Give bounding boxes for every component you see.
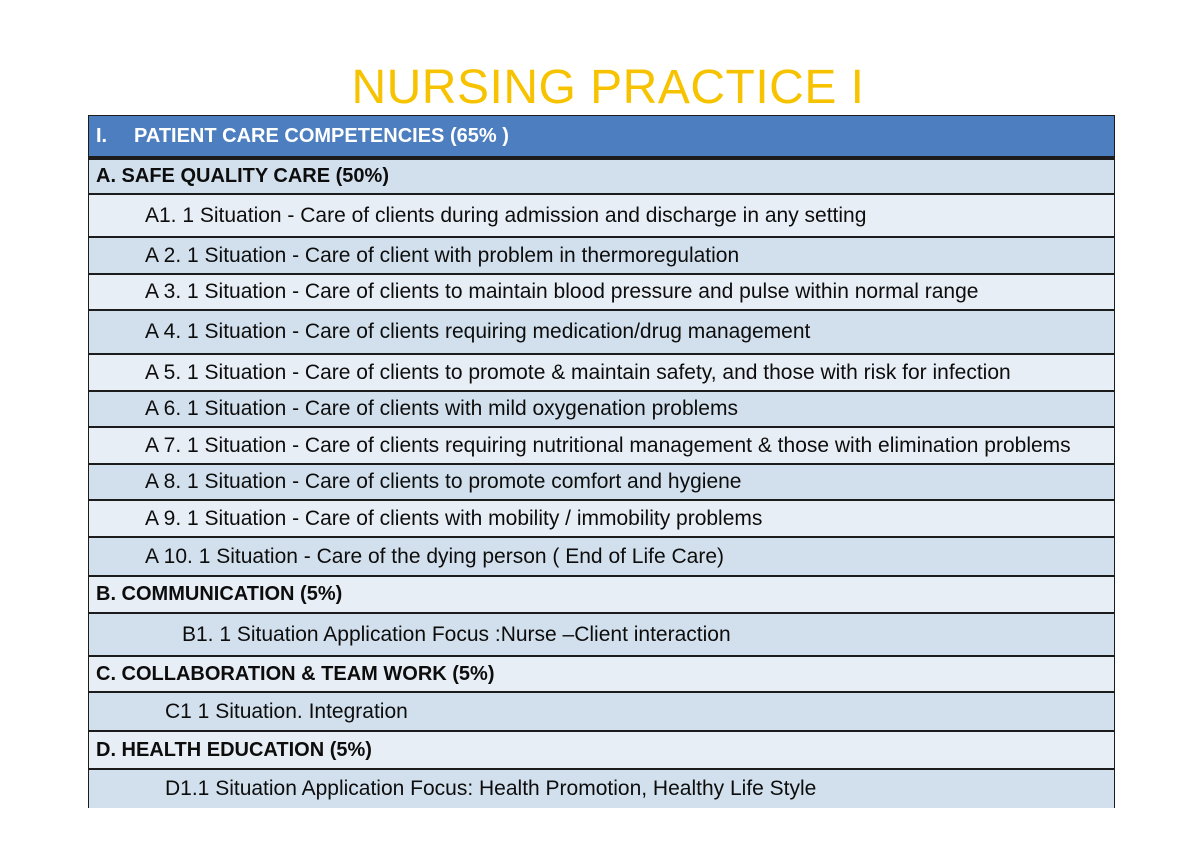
list-item-a7: A 7. 1 Situation - Care of clients requiring nutritional management & those with elimination problems xyxy=(89,428,1114,465)
page-title: NURSING PRACTICE I xyxy=(351,61,865,114)
section-a-header: A. SAFE QUALITY CARE (50%) xyxy=(89,160,1114,195)
list-item-d1: D1.1 Situation Application Focus: Health Promotion, Healthy Life Style xyxy=(89,770,1114,808)
list-item-a6: A 6. 1 Situation - Care of clients with mild oxygenation problems xyxy=(89,392,1114,428)
list-item-a2: A 2. 1 Situation - Care of client with problem in thermoregulation xyxy=(89,238,1114,275)
competency-table xyxy=(88,115,1115,808)
list-item-a3: A 3. 1 Situation - Care of clients to maintain blood pressure and pulse within normal range xyxy=(89,275,1114,311)
list-item-b1: B1. 1 Situation Application Focus :Nurse –Client interaction xyxy=(89,614,1114,657)
list-item-a4: A 4. 1 Situation - Care of clients requiring medication/drug management xyxy=(89,311,1114,355)
list-item-a10: A 10. 1 Situation - Care of the dying person ( End of Life Care) xyxy=(89,538,1114,577)
table-header-row xyxy=(89,115,1114,160)
list-item-a1: A1. 1 Situation - Care of clients during admission and discharge in any setting xyxy=(89,195,1114,238)
list-item-a9: A 9. 1 Situation - Care of clients with mobility / immobility problems xyxy=(89,501,1114,538)
list-item-a5: A 5. 1 Situation - Care of clients to promote & maintain safety, and those with risk for infection xyxy=(89,355,1114,392)
list-item-a8: A 8. 1 Situation - Care of clients to promote comfort and hygiene xyxy=(89,465,1114,501)
section-d-header: D. HEALTH EDUCATION (5%) xyxy=(89,732,1114,770)
header-number: I. xyxy=(96,124,108,147)
section-b-header: B. COMMUNICATION (5%) xyxy=(89,577,1114,614)
header-label: PATIENT CARE COMPETENCIES (65% ) xyxy=(134,124,509,147)
list-item-c1: C1 1 Situation. Integration xyxy=(89,693,1114,732)
section-c-header: C. COLLABORATION & TEAM WORK (5%) xyxy=(89,657,1114,693)
